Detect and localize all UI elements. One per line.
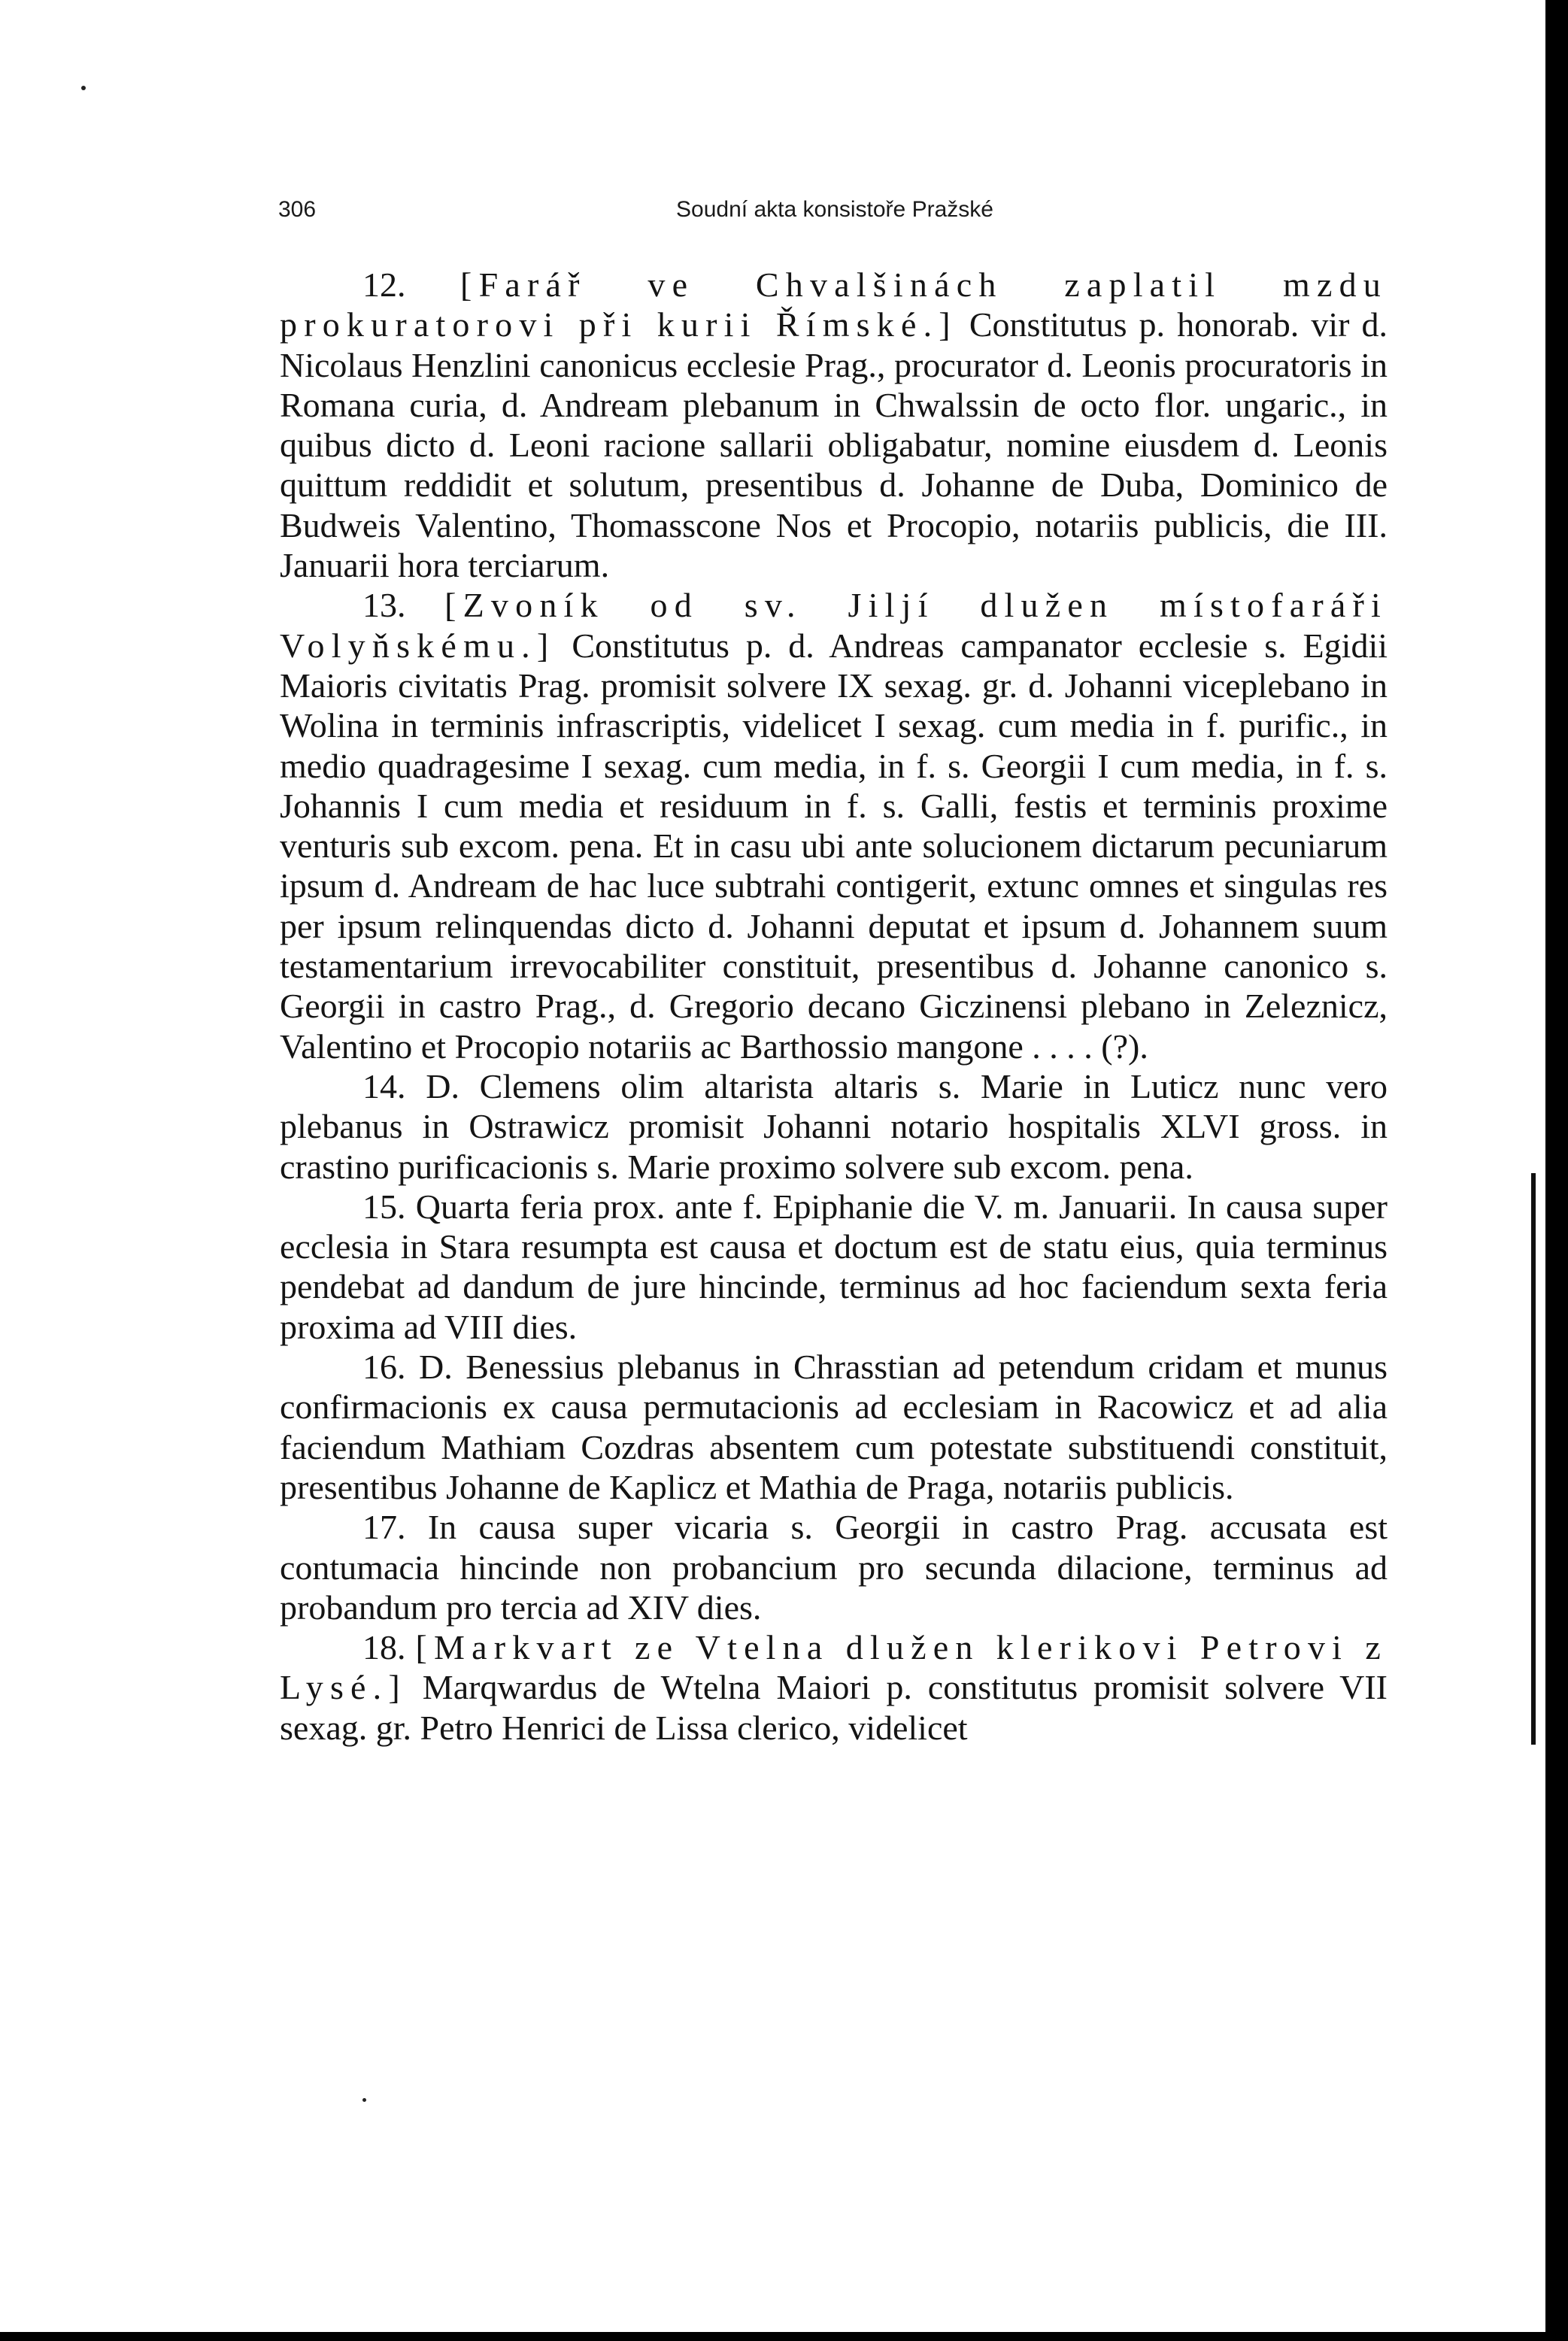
entry-text: Constitutus p. honorab. vir d. Nicolaus Henzlini canonicus ecclesie Prag., procurator d. Leonis procuratoris in Romana curia, d. Andream plebanum in Chwalssin de octo flor. ungaric., in quibus dicto d. Leoni racione sallarii obligabatur, nomine eiusdem d. Leonis quittum reddidit et solutum, presentibus d. Johanne de Duba, Dominico de Budweis Valentino, Thomasscone Nos et Procopio, notariis publicis, die III. Januarii hora terciarum. bbox=[280, 305, 1388, 585]
text-body bbox=[280, 265, 1388, 1748]
entry-text: D. Clemens olim altarista altaris s. Marie in Luticz nunc vero plebanus in Ostrawicz promisit Johanni notario hospitalis XLVI gross. in crastino purificacionis s. Marie proximo solvere sub excom. pena. bbox=[280, 1066, 1388, 1186]
margin-speck bbox=[362, 2098, 366, 2102]
entry-12 bbox=[280, 265, 1388, 585]
entry-number: 12. bbox=[362, 265, 406, 304]
entry-13 bbox=[280, 585, 1388, 1066]
entry-number: 14. bbox=[362, 1066, 406, 1105]
entry-number: 18. bbox=[362, 1628, 406, 1667]
entry-heading: [Markvart ze Vtelna dlužen klerikovi Petrovi z Lysé.] bbox=[280, 1628, 1388, 1707]
binding-edge-mark bbox=[1531, 1173, 1536, 1745]
entry-number: 17. bbox=[362, 1508, 406, 1547]
entry-text: Marqwardus de Wtelna Maiori p. constitutus promisit solvere VII sexag. gr. Petro Henrici de Lissa clerico, videlicet bbox=[280, 1668, 1388, 1747]
entry-text: Constitutus p. d. Andreas campanator ecclesie s. Egidii Maioris civitatis Prag. promisit solvere IX sexag. gr. d. Johanni viceplebano in Wolina in terminis infrascriptis, videlicet I sexag. cum media in f. purific., in medio quadragesime I sexag. cum media, in f. s. Georgii I cum media, in f. s. Johannis I cum media et residuum in f. s. Galli, festis et terminis proxime venturis sub excom. pena. Et in casu ubi ante solucionem dictarum pecuniarum ipsum d. Andream de hac luce subtrahi contigerit, extunc omnes et singulas res per ipsum relinquendas dicto d. Johanni deputat et ipsum d. Johannem suum testamentarium irrevocabiliter constituit, presentibus d. Johanne canonico s. Georgii in castro Prag., d. Gregorio decano Giczinensi plebano in Zeleznicz, Valentino et Procopio notariis ac Barthossio mangone . . . . (?). bbox=[280, 626, 1388, 1066]
entry-heading: [Farář ve Chvalšinách zaplatil mzdu prokuratorovi při kurii Římské.] bbox=[280, 265, 1388, 344]
entry-number: 16. bbox=[362, 1348, 406, 1387]
entry-heading: [Zvoník od sv. Jiljí dlužen místofaráři Volyňskému.] bbox=[280, 586, 1388, 665]
margin-speck bbox=[81, 86, 86, 90]
entry-16 bbox=[280, 1347, 1388, 1507]
entry-text: In causa super vicaria s. Georgii in castro Prag. accusata est contumacia hincinde non probancium pro secunda dilacione, terminus ad probandum pro tercia ad XIV dies. bbox=[280, 1508, 1388, 1627]
entry-number: 15. bbox=[362, 1187, 406, 1226]
entry-18 bbox=[280, 1627, 1388, 1748]
entry-15 bbox=[280, 1187, 1388, 1347]
entry-text: Quarta feria prox. ante f. Epiphanie die V. m. Januarii. In causa super ecclesia in Stara resumpta est causa et doctum est de statu eius, quia terminus pendebat ad dandum de jure hincinde, terminus ad hoc faciendum sexta feria proxima ad VIII dies. bbox=[280, 1187, 1388, 1346]
entry-number: 13. bbox=[362, 586, 406, 625]
running-title: Soudní akta konsistoře Pražské bbox=[676, 197, 993, 222]
entry-text: D. Benessius plebanus in Chrasstian ad petendum cridam et munus confirmacionis ex causa permutacionis ad ecclesiam in Racowicz et ad alia faciendum Mathiam Cozdras absentem cum potestate substituendi constituit, presentibus Johanne de Kaplicz et Mathia de Praga, notariis publicis. bbox=[280, 1348, 1388, 1506]
entry-14 bbox=[280, 1066, 1388, 1187]
page-number: 306 bbox=[278, 197, 317, 222]
entry-17 bbox=[280, 1507, 1388, 1627]
page-header bbox=[278, 197, 1391, 233]
